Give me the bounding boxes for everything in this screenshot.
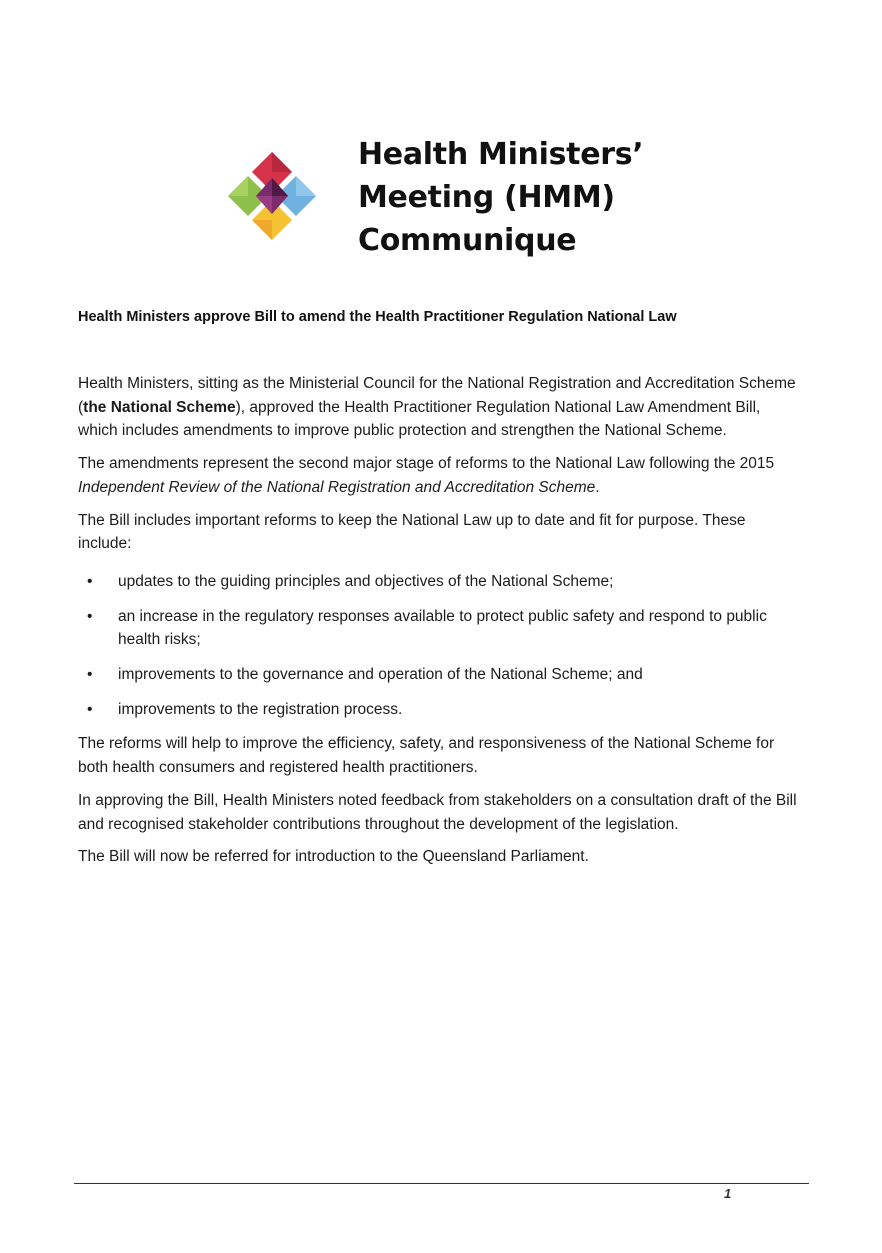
list-item: • updates to the guiding principles and objectives of the National Scheme;: [78, 570, 798, 594]
title-line-3: Communique: [358, 223, 577, 258]
bullet-icon: •: [87, 666, 93, 684]
defined-term: the National Scheme: [83, 398, 236, 416]
page-number: 1: [724, 1186, 732, 1201]
communique-title: [358, 133, 643, 262]
paragraph-6: The Bill will now be referred for introduction to the Queensland Parliament.: [78, 848, 589, 866]
headline: Health Ministers approve Bill to amend the Health Practitioner Regulation National Law: [78, 309, 677, 325]
footer-divider: [74, 1183, 809, 1184]
paragraph-3: The Bill includes important reforms to keep the National Law up to date and fit for purpose. These include:: [78, 511, 746, 553]
list-item: • improvements to the registration process.: [78, 698, 798, 722]
paragraph-2: The amendments represent the second major stage of reforms to the National Law following the 2015 Independent Review of the National Registration and Accreditation Scheme.: [78, 455, 775, 496]
paragraph-5: In approving the Bill, Health Ministers noted feedback from stakeholders on a consultation draft of the Bill and recognised stakeholder contributions throughout the development of the legislation.: [78, 791, 797, 833]
bullet-icon: •: [87, 572, 93, 590]
review-title: Independent Review of the National Registration and Accreditation Scheme: [78, 478, 596, 496]
bullet-icon: •: [87, 607, 93, 625]
document-body: [78, 372, 798, 878]
title-line-1: Health Ministers’: [358, 137, 644, 172]
paragraph-1: Health Ministers, sitting as the Ministerial Council for the National Registration and Accreditation Scheme (the National Scheme), approved the Health Practitioner Regulation National Law Amendment Bill, which includes amendments to improve public protection and strengthen the National Scheme.: [78, 375, 796, 440]
list-item: • improvements to the governance and operation of the National Scheme; and: [78, 663, 798, 687]
hmm-logo-icon: [226, 150, 318, 242]
paragraph-4: The reforms will help to improve the efficiency, safety, and responsiveness of the National Scheme for both health consumers and registered health practitioners.: [78, 735, 775, 777]
list-item: • an increase in the regulatory responses available to protect public safety and respond to public health risks;: [78, 605, 798, 652]
reform-list: [78, 570, 798, 722]
title-line-2: Meeting (HMM): [358, 180, 615, 215]
bullet-icon: •: [87, 700, 93, 718]
